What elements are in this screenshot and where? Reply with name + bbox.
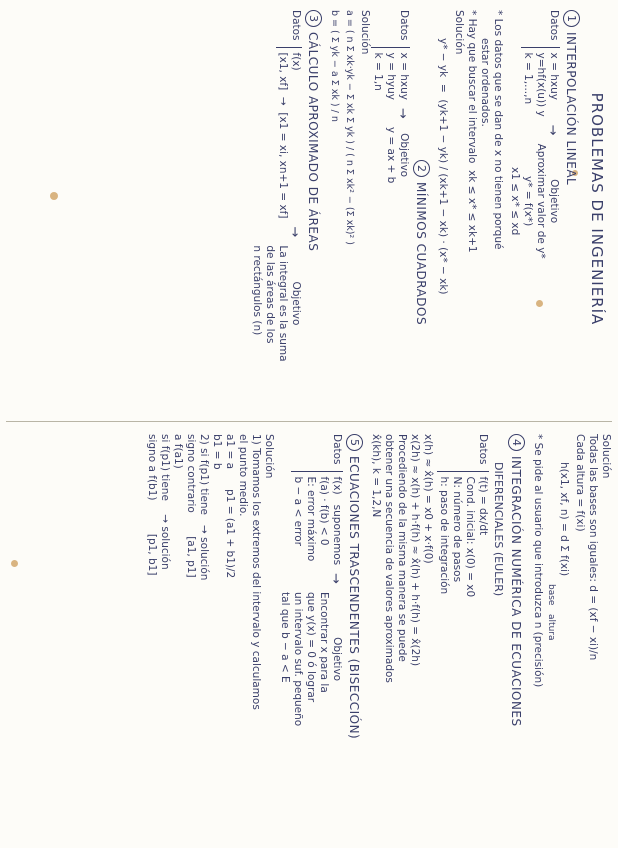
text-line: x̂(kh), k = 1,2,N <box>370 434 382 518</box>
text-line: el punto medio. <box>237 434 249 517</box>
section-1-notes <box>436 10 504 408</box>
section-number: 5 <box>346 434 363 451</box>
formula-a: a = ( n Σ xk·yk − Σ xk Σ yk ) / ( n Σ xk² − (Σ xk)² ) <box>344 10 355 245</box>
arrow-icon: → <box>287 226 302 238</box>
data-line: k = 1,n <box>372 52 384 91</box>
solucion-label: Solución <box>263 434 275 479</box>
text-line: Cada altura = f(xi) <box>574 434 586 532</box>
datos-label: Datos <box>398 10 410 41</box>
objective-line: Aproximar valor de y* <box>535 143 547 259</box>
objetivo-label: Objetivo <box>548 179 560 224</box>
text-line: signo contrario [a1, p1] <box>185 434 197 578</box>
section-5-header <box>346 434 363 838</box>
right-column <box>0 424 618 848</box>
section-subtitle: DIFERENCIALES (EULER) <box>492 462 505 597</box>
section-title: CÁLCULO APROXIMADO DE ÁREAS <box>306 32 321 252</box>
text-line: Procediendo de la misma manera se puede <box>396 434 408 662</box>
datos-label: Datos <box>548 10 560 41</box>
objetivo-label: Objetivo <box>290 281 302 326</box>
section-title: MÍNIMOS CUADRADOS <box>414 182 429 326</box>
data-line: k = 1,...,n <box>522 52 534 105</box>
text-line: si f(p1) tiene → solución <box>159 434 171 570</box>
text-line: b1 = b <box>211 434 223 470</box>
objective-line: y* = f(x*) <box>522 175 534 227</box>
objective-line: un intervalo suf. pequeño <box>292 592 304 727</box>
objetivo-label: Objetivo <box>331 637 343 682</box>
objective-line: de las áreas de los <box>264 245 276 344</box>
data-line: y = hyuy <box>385 52 397 100</box>
data-line: h: paso de integración <box>438 476 450 595</box>
arrow-icon: → <box>545 124 560 136</box>
data-line: f(a) · f(b) < 0 <box>318 476 330 546</box>
data-line: x = hxuy <box>548 52 560 100</box>
data-brace <box>371 47 410 100</box>
section-4-header <box>508 434 525 838</box>
objetivo-label: Objetivo <box>398 133 410 178</box>
text-line: x(2h) ≈ x(h) + h·f(h) ≈ x̂(h) + h·f(h) = x̂(2h) <box>409 434 421 667</box>
note-line: * Los datos que se dan de x no tienen porqué <box>492 10 504 250</box>
arrow-icon: → <box>328 573 343 585</box>
section-number: 4 <box>508 434 525 451</box>
data-brace <box>291 471 343 566</box>
formula: y* − yk = (yk+1 − yk) / (xk+1 − xk) · (x* − xk) <box>437 38 449 295</box>
data-line: b − a < error <box>292 476 304 546</box>
section-2-header <box>413 160 430 408</box>
section-5-data <box>278 434 343 838</box>
data-line: f(t) = dx/dt <box>477 476 489 536</box>
text-line: Todas las bases son iguales: d = (xf − xi)/n <box>587 434 599 661</box>
section-number: 2 <box>413 160 430 177</box>
objective-line: La integral es la suma <box>277 245 289 362</box>
objective-line: y = ax + b <box>385 126 397 184</box>
left-column <box>0 0 618 418</box>
page-title: PROBLEMAS DE INGENIERÍA <box>588 92 606 326</box>
section-3-header <box>305 10 322 408</box>
data-brace <box>521 47 560 117</box>
data-brace <box>276 47 302 219</box>
datos-label: Datos <box>331 434 343 465</box>
data-line: y=hf(x(u)) y <box>535 52 547 117</box>
data-line: N: número de pasos <box>451 476 463 583</box>
text-line: 1) Tomamos los extremos del intervalo y calculamos <box>250 434 262 710</box>
text-line: 2) si f(p1) tiene → solución <box>198 434 210 581</box>
data-line: f(x) <box>290 52 302 71</box>
text-line: signo a f(b1) [p1, b1] <box>146 434 158 576</box>
section-2-data <box>371 10 410 408</box>
data-line: E: error máximo <box>305 476 317 562</box>
page-fold-divider <box>6 421 612 422</box>
text-line: x(h) ≈ x̂(h) = x0 + x·f(0) <box>422 434 434 564</box>
section-number: 3 <box>305 10 322 27</box>
objective-line: que y(x) = 0 ó lograr <box>305 592 317 703</box>
solucion-label: Solución <box>600 434 612 479</box>
section-title: INTERPOLACIÓN LINEAL <box>564 32 579 186</box>
note-line: estar ordenados. <box>479 38 491 127</box>
objective-line: x1 ≤ x* ≤ xd <box>509 167 521 236</box>
formula-caption: base altura <box>546 584 556 641</box>
section-number: 1 <box>563 10 580 27</box>
objective-line: Encontrar x para la <box>318 592 330 693</box>
section-1-data <box>508 10 560 408</box>
text-line: obtener una secuencia de valores aproximados <box>383 434 395 683</box>
section-title: ECUACIONES TRASCENDENTES (BISECCIÓN) <box>347 456 362 740</box>
objective-line: n rectángulos (n) <box>251 245 263 336</box>
objective-line: tal que b − a < E <box>279 592 291 683</box>
note-line: * Hay que buscar el intervalo xk ≤ x* ≤ xk+1 <box>466 10 478 253</box>
data-line: [x1, xf] → [x1 = xi, xn+1 = xf] <box>277 52 289 219</box>
section-3-data <box>250 10 302 408</box>
datos-label: Datos <box>290 10 302 41</box>
text-line: a1 = a p1 = (a1 + b1)/2 <box>224 434 236 579</box>
data-line: x = hxuy <box>398 52 410 100</box>
solucion-label: Solución <box>453 10 465 55</box>
section-4-data <box>437 434 489 838</box>
data-brace <box>437 471 489 598</box>
objective-block <box>508 144 560 259</box>
datos-label: Datos <box>477 434 489 465</box>
formula: h(x1, xf, n) = d Σ f(xi) <box>558 462 570 577</box>
section-title: INTEGRACIÓN NUMÉRICA DE ECUACIONES <box>509 456 524 727</box>
objective-block <box>278 592 343 726</box>
text-line: * Se pide al usuario que introduzca n (precisión) <box>532 434 544 688</box>
solucion-label: Solución <box>359 10 371 55</box>
objective-block <box>250 245 302 361</box>
formula-b: b = ( Σ yk − a Σ xk ) / n <box>329 10 340 122</box>
data-line: Cond. inicial: x(0) = x0 <box>464 476 476 598</box>
objective-block <box>384 127 410 183</box>
text-line: a f(a1) <box>172 434 184 469</box>
data-line: f(x) suponemos <box>331 476 343 566</box>
section-1-header <box>563 10 580 408</box>
arrow-icon: → <box>395 107 410 119</box>
